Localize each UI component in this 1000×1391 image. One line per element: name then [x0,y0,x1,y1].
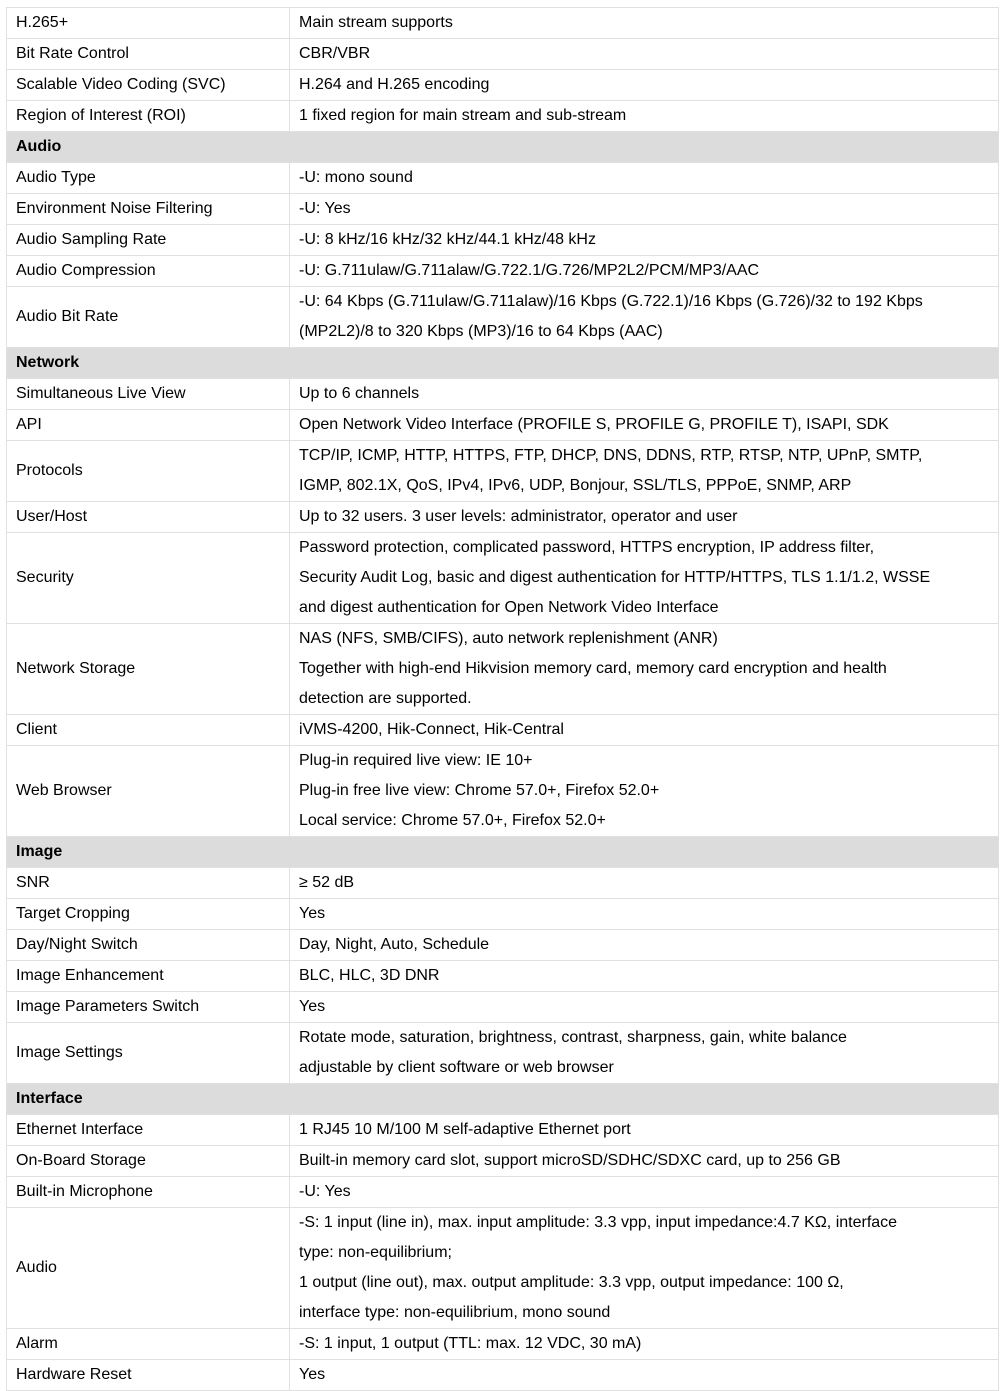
spec-label: Ethernet Interface [7,1115,290,1146]
spec-value-line: Main stream supports [299,14,453,31]
spec-row [7,101,999,132]
spec-value-line: type: non-equilibrium; [299,1244,452,1261]
spec-value [290,1115,999,1146]
spec-value-line: adjustable by client software or web browser [299,1059,614,1076]
spec-label: Hardware Reset [7,1360,290,1391]
spec-value-line: -S: 1 input, 1 output (TTL: max. 12 VDC, 30 mA) [299,1335,642,1352]
spec-label: Audio Type [7,163,290,194]
spec-row [7,39,999,70]
spec-label: Simultaneous Live View [7,379,290,410]
spec-label: H.265+ [7,8,290,39]
spec-value-line: (MP2L2)/8 to 320 Kbps (MP3)/16 to 64 Kbps (AAC) [299,323,663,340]
spec-row [7,410,999,441]
spec-row [7,225,999,256]
spec-label: Target Cropping [7,899,290,930]
spec-value [290,163,999,194]
spec-value [290,533,999,624]
spec-value [290,502,999,533]
spec-value-line: Yes [299,998,326,1015]
spec-row [7,961,999,992]
spec-value [290,101,999,132]
spec-label: SNR [7,868,290,899]
spec-label: Network Storage [7,624,290,715]
spec-row [7,70,999,101]
spec-value-line: Day, Night, Auto, Schedule [299,936,490,953]
spec-value [290,624,999,715]
spec-value-line: Up to 6 channels [299,385,420,402]
spec-value-line: -U: 8 kHz/16 kHz/32 kHz/44.1 kHz/48 kHz [299,231,596,248]
spec-label: Audio [7,1208,290,1329]
spec-value [290,1177,999,1208]
spec-row [7,502,999,533]
spec-row [7,256,999,287]
spec-row [7,379,999,410]
spec-value-line: 1 output (line out), max. output amplitude: 3.3 vpp, output impedance: 100 Ω, [299,1274,844,1291]
spec-row [7,533,999,624]
spec-value-line: BLC, HLC, 3D DNR [299,967,440,984]
spec-value [290,287,999,348]
spec-value-line: Together with high-end Hikvision memory card, memory card encryption and health [299,660,887,677]
spec-value-line: and digest authentication for Open Network Video Interface [299,599,719,616]
spec-row [7,1146,999,1177]
spec-row [7,868,999,899]
spec-row [7,194,999,225]
spec-label: Region of Interest (ROI) [7,101,290,132]
section-header-row [7,132,999,163]
spec-label: Client [7,715,290,746]
spec-row [7,930,999,961]
spec-value-line: CBR/VBR [299,45,371,62]
section-header-row [7,837,999,868]
section-header-row [7,1084,999,1115]
spec-label: Security [7,533,290,624]
spec-value-line: detection are supported. [299,690,472,707]
spec-row [7,1360,999,1391]
section-title: Audio [7,132,999,163]
spec-value-line: Built-in memory card slot, support microSD/SDHC/SDXC card, up to 256 GB [299,1152,841,1169]
spec-value [290,715,999,746]
spec-value-line: -S: 1 input (line in), max. input amplitude: 3.3 vpp, input impedance:4.7 KΩ, interface [299,1214,898,1231]
spec-value [290,194,999,225]
spec-label: Bit Rate Control [7,39,290,70]
section-title: Image [7,837,999,868]
spec-label: Image Settings [7,1023,290,1084]
spec-row [7,1115,999,1146]
spec-label: Environment Noise Filtering [7,194,290,225]
spec-row [7,746,999,837]
spec-label: Web Browser [7,746,290,837]
spec-value-line: -U: mono sound [299,169,413,186]
spec-value-line: interface type: non-equilibrium, mono sound [299,1304,611,1321]
spec-value [290,1146,999,1177]
spec-value-line: 1 RJ45 10 M/100 M self-adaptive Ethernet port [299,1121,631,1138]
spec-label: Built-in Microphone [7,1177,290,1208]
spec-value [290,441,999,502]
spec-value-line: Rotate mode, saturation, brightness, contrast, sharpness, gain, white balance [299,1029,847,1046]
spec-label: Protocols [7,441,290,502]
spec-row [7,163,999,194]
spec-value [290,8,999,39]
section-header-row [7,348,999,379]
spec-value [290,961,999,992]
spec-row [7,1177,999,1208]
spec-value-line: iVMS-4200, Hik-Connect, Hik-Central [299,721,564,738]
spec-table-body [7,8,999,1391]
spec-value [290,1023,999,1084]
spec-value [290,225,999,256]
spec-label: Day/Night Switch [7,930,290,961]
spec-label: Alarm [7,1329,290,1360]
spec-value-line: Local service: Chrome 57.0+, Firefox 52.0+ [299,812,606,829]
spec-value [290,899,999,930]
section-title: Interface [7,1084,999,1115]
spec-value [290,930,999,961]
spec-label: User/Host [7,502,290,533]
spec-value-line: Up to 32 users. 3 user levels: administrator, operator and user [299,508,738,525]
spec-value-line: Password protection, complicated password, HTTPS encryption, IP address filter, [299,539,875,556]
spec-row [7,899,999,930]
spec-row [7,624,999,715]
spec-label: On-Board Storage [7,1146,290,1177]
spec-value-line: Yes [299,905,326,922]
spec-label: Audio Compression [7,256,290,287]
spec-value [290,39,999,70]
spec-value [290,256,999,287]
spec-value-line: Plug-in free live view: Chrome 57.0+, Firefox 52.0+ [299,782,660,799]
spec-row [7,992,999,1023]
spec-value-line: 1 fixed region for main stream and sub-stream [299,107,627,124]
spec-label: Image Parameters Switch [7,992,290,1023]
spec-value-line: H.264 and H.265 encoding [299,76,490,93]
spec-value [290,1329,999,1360]
spec-value-line: -U: G.711ulaw/G.711alaw/G.722.1/G.726/MP2L2/PCM/MP3/AAC [299,262,760,279]
spec-value [290,868,999,899]
spec-value [290,1360,999,1391]
spec-value-line: Security Audit Log, basic and digest authentication for HTTP/HTTPS, TLS 1.1/1.2, WSSE [299,569,931,586]
spec-value-line: -U: Yes [299,200,351,217]
spec-value-line: -U: 64 Kbps (G.711ulaw/G.711alaw)/16 Kbps (G.722.1)/16 Kbps (G.726)/32 to 192 Kbps [299,293,923,310]
spec-value-line: Yes [299,1366,326,1383]
spec-value [290,746,999,837]
spec-label: Audio Sampling Rate [7,225,290,256]
spec-row [7,1329,999,1360]
spec-row [7,1023,999,1084]
spec-value [290,1208,999,1329]
spec-value-line: Open Network Video Interface (PROFILE S, PROFILE G, PROFILE T), ISAPI, SDK [299,416,889,433]
spec-label: API [7,410,290,441]
spec-value [290,410,999,441]
spec-table [6,7,999,1391]
section-title: Network [7,348,999,379]
spec-row [7,8,999,39]
spec-value-line: IGMP, 802.1X, QoS, IPv4, IPv6, UDP, Bonjour, SSL/TLS, PPPoE, SNMP, ARP [299,477,852,494]
spec-value-line: -U: Yes [299,1183,351,1200]
spec-value [290,70,999,101]
spec-value [290,379,999,410]
spec-value [290,992,999,1023]
spec-value-line: NAS (NFS, SMB/CIFS), auto network replenishment (ANR) [299,630,718,647]
spec-value-line: ≥ 52 dB [299,874,355,891]
spec-row [7,441,999,502]
spec-label: Audio Bit Rate [7,287,290,348]
spec-value-line: TCP/IP, ICMP, HTTP, HTTPS, FTP, DHCP, DNS, DDNS, RTP, RTSP, NTP, UPnP, SMTP, [299,447,923,464]
spec-value-line: Plug-in required live view: IE 10+ [299,752,533,769]
spec-label: Scalable Video Coding (SVC) [7,70,290,101]
spec-label: Image Enhancement [7,961,290,992]
spec-row [7,1208,999,1329]
spec-row [7,287,999,348]
spec-row [7,715,999,746]
